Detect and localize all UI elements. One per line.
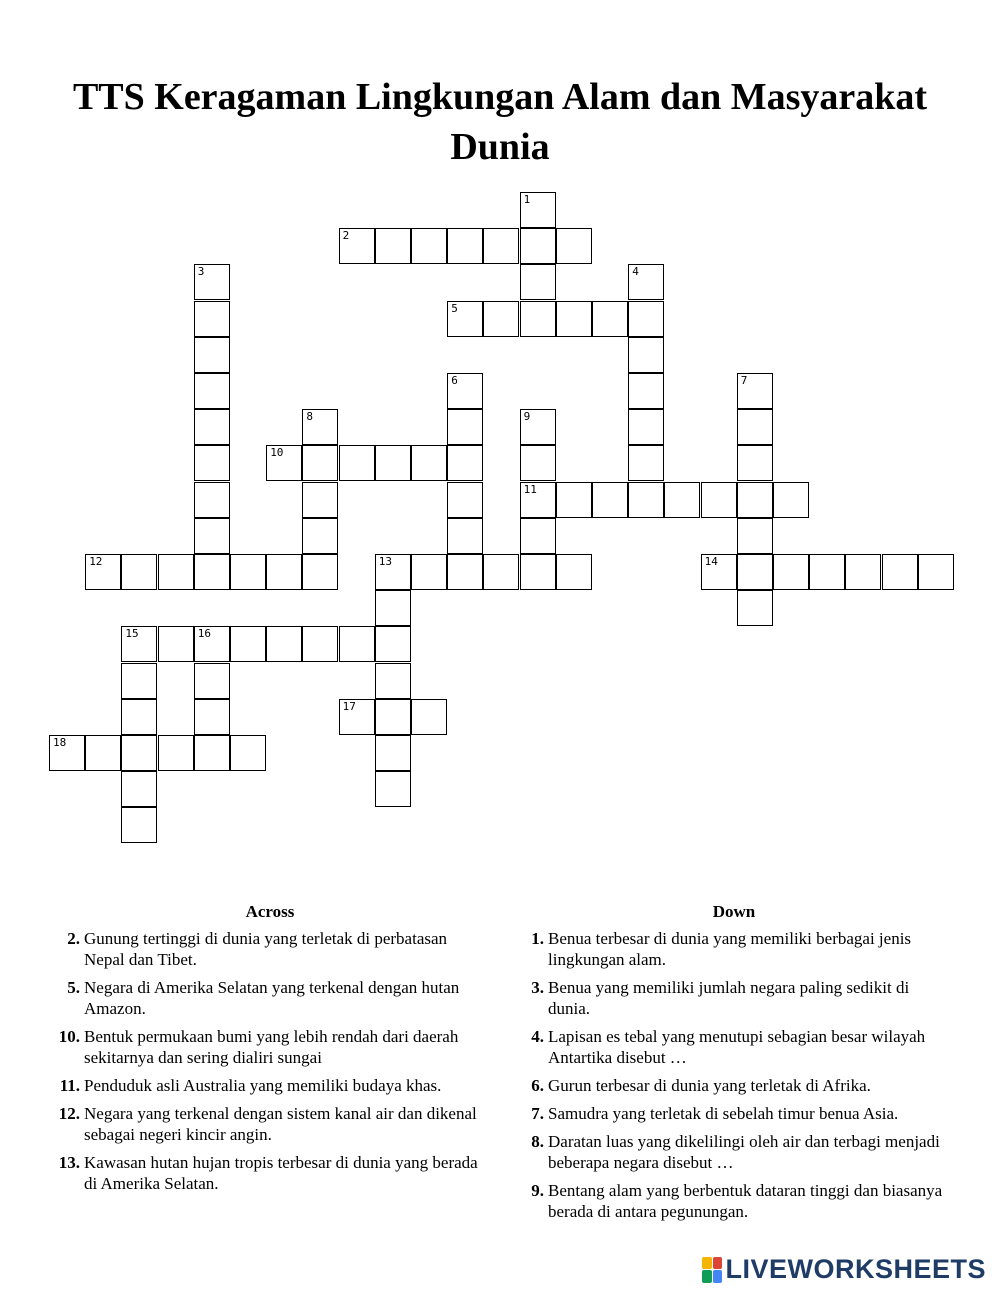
letter-input[interactable] (450, 491, 480, 515)
letter-input[interactable] (197, 527, 227, 551)
crossword-cell[interactable] (592, 482, 628, 518)
crossword-cell[interactable] (375, 663, 411, 699)
clue-number-label: 2 (342, 229, 350, 243)
crossword-cell[interactable] (121, 771, 157, 807)
letter-input[interactable] (305, 563, 335, 587)
letter-input[interactable] (197, 273, 227, 297)
crossword-cell[interactable] (773, 482, 809, 518)
crossword-cell[interactable] (375, 445, 411, 481)
clue-text: Benua terbesar di dunia yang memiliki berbagai jenis lingkungan alam. (548, 929, 912, 969)
letter-input[interactable] (631, 418, 661, 442)
clue-text: Lapisan es tebal yang menutupi sebagian besar wilayah Antartika disebut … (548, 1027, 926, 1067)
crossword-cell[interactable] (882, 554, 918, 590)
letter-input[interactable] (559, 491, 589, 515)
letter-input[interactable] (631, 454, 661, 478)
letter-input[interactable] (197, 491, 227, 515)
crossword-cell[interactable] (628, 445, 664, 481)
letter-input[interactable] (233, 635, 263, 659)
clue-number: 10. (58, 1027, 80, 1046)
clue-number: 9. (531, 1181, 544, 1200)
letter-input[interactable] (305, 454, 335, 478)
letter-input[interactable] (342, 708, 372, 732)
letter-input[interactable] (523, 527, 553, 551)
letter-input[interactable] (559, 563, 589, 587)
crossword-cell[interactable] (121, 626, 157, 662)
crossword-cell[interactable] (701, 554, 737, 590)
clue-number-label: 14 (704, 555, 718, 568)
down-clues (514, 902, 954, 1229)
letter-input[interactable] (197, 382, 227, 406)
letter-input[interactable] (595, 310, 625, 334)
crossword-cell[interactable] (447, 409, 483, 445)
letter-input[interactable] (414, 708, 444, 732)
logo-block (702, 1257, 712, 1270)
letter-input[interactable] (197, 418, 227, 442)
clue-number-label: 17 (342, 699, 356, 713)
crossword-cell[interactable] (302, 445, 338, 481)
letter-input[interactable] (124, 563, 154, 587)
letter-input[interactable] (124, 780, 154, 804)
letter-input[interactable] (342, 635, 372, 659)
clue-number-label: 3 (197, 265, 205, 279)
crossword-cell[interactable] (302, 482, 338, 518)
letter-input[interactable] (631, 346, 661, 370)
crossword-cell[interactable] (230, 626, 266, 662)
letter-input[interactable] (378, 454, 408, 478)
clue-number-label: 18 (53, 736, 67, 749)
crossword-cell[interactable] (194, 482, 230, 518)
letter-input[interactable] (740, 563, 770, 587)
crossword-cell[interactable] (447, 554, 483, 590)
crossword-cell[interactable] (121, 663, 157, 699)
crossword-cell[interactable] (230, 554, 266, 590)
crossword-cell[interactable] (194, 626, 230, 662)
letter-input[interactable] (740, 382, 770, 406)
clue-number-label: 5 (451, 301, 458, 315)
crossword-cell[interactable] (773, 554, 809, 590)
crossword-cell[interactable] (375, 699, 411, 735)
clue-down-7 (514, 1103, 954, 1124)
letter-input[interactable] (305, 418, 335, 442)
crossword-cell[interactable] (483, 554, 519, 590)
letter-input[interactable] (631, 491, 661, 515)
clue-number: 5. (67, 978, 80, 997)
letter-input[interactable] (378, 672, 408, 696)
crossword-cell[interactable] (194, 554, 230, 590)
clue-number: 8. (531, 1132, 544, 1151)
clue-text: Gurun terbesar di dunia yang terletak di Afrika. (548, 1076, 871, 1095)
letter-input[interactable] (305, 527, 335, 551)
letter-input[interactable] (161, 563, 191, 587)
letter-input[interactable] (342, 237, 372, 261)
crossword-cell[interactable] (520, 554, 556, 590)
crossword-cell[interactable] (556, 301, 592, 337)
crossword-cell[interactable] (447, 445, 483, 481)
letter-input[interactable] (197, 346, 227, 370)
crossword-cell[interactable] (302, 626, 338, 662)
letter-input[interactable] (523, 273, 553, 297)
clue-text: Bentang alam yang berbentuk dataran tinggi dan biasanya berada di antara pegunungan. (548, 1181, 943, 1221)
clue-number: 7. (531, 1104, 544, 1123)
crossword-cell[interactable] (194, 337, 230, 373)
letter-input[interactable] (450, 527, 480, 551)
letter-input[interactable] (740, 454, 770, 478)
crossword-cell[interactable] (375, 626, 411, 662)
crossword-cell[interactable] (375, 735, 411, 771)
crossword-cell[interactable] (447, 373, 483, 409)
liveworksheets-logo (702, 1254, 986, 1285)
crossword-cell[interactable] (737, 518, 773, 554)
clue-number: 4. (531, 1027, 544, 1046)
crossword-cell[interactable] (483, 301, 519, 337)
crossword-cell[interactable] (194, 409, 230, 445)
crossword-cell[interactable] (737, 373, 773, 409)
crossword-cell[interactable] (918, 554, 954, 590)
letter-input[interactable] (161, 635, 191, 659)
clue-number: 2. (67, 929, 80, 948)
letter-input[interactable] (450, 237, 480, 261)
letter-input[interactable] (378, 237, 408, 261)
letter-input[interactable] (523, 418, 553, 442)
letter-input[interactable] (161, 744, 191, 768)
clue-number-label: 1 (523, 193, 531, 206)
letter-input[interactable] (414, 563, 444, 587)
clue-text: Negara yang terkenal dengan sistem kanal air dan dikenal sebagai negeri kincir angin. (84, 1104, 477, 1144)
letter-input[interactable] (486, 563, 516, 587)
crossword-cell[interactable] (520, 518, 556, 554)
clue-number-label: 6 (451, 374, 458, 387)
letter-input[interactable] (523, 201, 553, 225)
clue-number: 1. (531, 929, 544, 948)
letter-input[interactable] (269, 454, 299, 478)
crossword-cell[interactable] (121, 807, 157, 843)
logo-block (713, 1257, 723, 1270)
letter-input[interactable] (740, 491, 770, 515)
crossword-cell[interactable] (845, 554, 881, 590)
clue-number: 3. (531, 978, 544, 997)
crossword-cell[interactable] (411, 445, 447, 481)
letter-input[interactable] (885, 563, 915, 587)
crossword-cell[interactable] (447, 518, 483, 554)
crossword-cell[interactable] (85, 554, 121, 590)
crossword-cell[interactable] (266, 626, 302, 662)
crossword-cell[interactable] (194, 264, 230, 300)
crossword-cell[interactable] (411, 228, 447, 264)
crossword-cell[interactable] (302, 409, 338, 445)
letter-input[interactable] (124, 816, 154, 840)
crossword-cell[interactable] (375, 771, 411, 807)
letter-input[interactable] (523, 237, 553, 261)
clue-text: Kawasan hutan hujan tropis terbesar di dunia yang berada di Amerika Selatan. (84, 1153, 478, 1193)
crossword-cell[interactable] (194, 445, 230, 481)
logo-block (702, 1270, 712, 1283)
letter-input[interactable] (197, 744, 227, 768)
crossword-cell[interactable] (411, 554, 447, 590)
crossword-cell[interactable] (447, 301, 483, 337)
letter-input[interactable] (667, 491, 697, 515)
crossword-cell[interactable] (158, 554, 194, 590)
crossword-cell[interactable] (375, 554, 411, 590)
crossword-cell[interactable] (230, 735, 266, 771)
crossword-cell[interactable] (737, 590, 773, 626)
letter-input[interactable] (631, 310, 661, 334)
letter-input[interactable] (559, 310, 589, 334)
clue-text: Bentuk permukaan bumi yang lebih rendah dari daerah sekitarnya dan sering dialiri sungai (84, 1027, 459, 1067)
liveworksheets-icon (702, 1257, 722, 1283)
crossword-cell[interactable] (266, 554, 302, 590)
letter-input[interactable] (704, 563, 734, 587)
clue-text: Daratan luas yang dikelilingi oleh air dan terbagi menjadi beberapa negara disebut … (548, 1132, 940, 1172)
clue-across-13 (50, 1152, 490, 1194)
crossword-cell[interactable] (483, 228, 519, 264)
crossword-cell[interactable] (339, 626, 375, 662)
letter-input[interactable] (486, 310, 516, 334)
crossword-cell[interactable] (194, 518, 230, 554)
letter-input[interactable] (124, 744, 154, 768)
crossword-cell[interactable] (121, 735, 157, 771)
letter-input[interactable] (305, 635, 335, 659)
letter-input[interactable] (378, 780, 408, 804)
letter-input[interactable] (88, 744, 118, 768)
brand-text: LIVEWORKSHEETS (725, 1254, 986, 1284)
letter-input[interactable] (378, 599, 408, 623)
letter-input[interactable] (197, 708, 227, 732)
letter-input[interactable] (378, 744, 408, 768)
across-heading: Across (245, 902, 295, 921)
crossword-cell[interactable] (520, 264, 556, 300)
clue-number-label: 10 (270, 446, 284, 460)
letter-input[interactable] (704, 491, 734, 515)
crossword-cell[interactable] (375, 590, 411, 626)
letter-input[interactable] (378, 635, 408, 659)
page-title: TTS Keragaman Lingkungan Alam dan Masyarakat Dunia (72, 76, 928, 168)
letter-input[interactable] (740, 418, 770, 442)
clue-text: Benua yang memiliki jumlah negara paling sedikit di dunia. (548, 978, 910, 1018)
clue-down-3 (514, 977, 954, 1019)
letter-input[interactable] (450, 563, 480, 587)
crossword-cell[interactable] (592, 301, 628, 337)
letter-input[interactable] (595, 491, 625, 515)
clue-number-label: 9 (523, 410, 531, 424)
clue-number: 6. (531, 1076, 544, 1095)
letter-input[interactable] (740, 599, 770, 623)
letter-input[interactable] (233, 563, 263, 587)
letter-input[interactable] (450, 418, 480, 442)
crossword-cell[interactable] (520, 409, 556, 445)
clue-down-6 (514, 1075, 954, 1096)
crossword-cell[interactable] (520, 301, 556, 337)
crossword-cell[interactable] (737, 554, 773, 590)
crossword-cell[interactable] (520, 228, 556, 264)
crossword-cell[interactable] (158, 626, 194, 662)
crossword-cell[interactable] (194, 663, 230, 699)
clue-across-11 (50, 1075, 490, 1096)
clue-number-label: 4 (632, 265, 639, 279)
crossword-cell[interactable] (158, 735, 194, 771)
letter-input[interactable] (559, 237, 589, 261)
crossword-cell[interactable] (628, 337, 664, 373)
clue-number: 13. (58, 1153, 80, 1172)
crossword-cell[interactable] (737, 482, 773, 518)
letter-input[interactable] (342, 454, 372, 478)
crossword-cell[interactable] (628, 301, 664, 337)
clue-number-label: 7 (740, 374, 748, 387)
letter-input[interactable] (378, 563, 408, 587)
clue-text: Gunung tertinggi di dunia yang terletak di perbatasan Nepal dan Tibet. (84, 929, 448, 969)
crossword-cell[interactable] (85, 735, 121, 771)
crossword-cell[interactable] (447, 482, 483, 518)
crossword-cell[interactable] (520, 192, 556, 228)
letter-input[interactable] (124, 672, 154, 696)
crossword-cell[interactable] (339, 699, 375, 735)
crossword-cell[interactable] (447, 228, 483, 264)
letter-input[interactable] (233, 744, 263, 768)
crossword-cell[interactable] (121, 699, 157, 735)
clue-across-12 (50, 1103, 490, 1145)
clue-number-label: 8 (306, 410, 314, 424)
clue-number: 12. (58, 1104, 80, 1123)
across-clues (50, 902, 490, 1201)
clue-text: Penduduk asli Australia yang memiliki budaya khas. (84, 1076, 442, 1095)
letter-input[interactable] (523, 491, 553, 515)
crossword-cell[interactable] (302, 554, 338, 590)
letter-input[interactable] (88, 563, 118, 587)
letter-input[interactable] (631, 273, 661, 297)
clue-down-8 (514, 1131, 954, 1173)
crossword-cell[interactable] (556, 554, 592, 590)
clue-across-2 (50, 928, 490, 970)
crossword-cell[interactable] (339, 445, 375, 481)
crossword-cell[interactable] (628, 264, 664, 300)
logo-block (713, 1270, 723, 1283)
crossword-cell[interactable] (737, 445, 773, 481)
clue-number-label: 13 (378, 555, 393, 568)
clue-number-label: 15 (125, 627, 139, 641)
crossword-cell[interactable] (520, 445, 556, 481)
letter-input[interactable] (776, 563, 806, 587)
letter-input[interactable] (124, 708, 154, 732)
clue-across-10 (50, 1026, 490, 1068)
crossword-cell[interactable] (701, 482, 737, 518)
crossword-cell[interactable] (556, 228, 592, 264)
crossword-cell[interactable] (266, 445, 302, 481)
letter-input[interactable] (197, 635, 227, 659)
crossword-cell[interactable] (49, 735, 85, 771)
letter-input[interactable] (523, 310, 553, 334)
letter-input[interactable] (812, 563, 842, 587)
letter-input[interactable] (197, 454, 227, 478)
clue-text: Negara di Amerika Selatan yang terkenal dengan hutan Amazon. (84, 978, 460, 1018)
letter-input[interactable] (269, 563, 299, 587)
crossword-cell[interactable] (737, 409, 773, 445)
clue-number: 11. (59, 1076, 80, 1095)
letter-input[interactable] (740, 527, 770, 551)
crossword-cell[interactable] (194, 373, 230, 409)
letter-input[interactable] (414, 454, 444, 478)
crossword-cell[interactable] (664, 482, 700, 518)
clue-down-4 (514, 1026, 954, 1068)
crossword-cell[interactable] (628, 373, 664, 409)
crossword-cell[interactable] (520, 482, 556, 518)
crossword-cell[interactable] (302, 518, 338, 554)
letter-input[interactable] (523, 563, 553, 587)
letter-input[interactable] (52, 744, 82, 768)
letter-input[interactable] (450, 382, 480, 406)
crossword-cell[interactable] (628, 409, 664, 445)
letter-input[interactable] (197, 672, 227, 696)
letter-input[interactable] (269, 635, 299, 659)
letter-input[interactable] (921, 563, 951, 587)
letter-input[interactable] (486, 237, 516, 261)
clue-number-label: 12 (89, 555, 103, 568)
clue-down-1 (514, 928, 954, 970)
clue-across-5 (50, 977, 490, 1019)
down-heading: Down (712, 902, 756, 921)
crossword-cell[interactable] (809, 554, 845, 590)
clue-down-9 (514, 1180, 954, 1222)
letter-input[interactable] (776, 491, 806, 515)
letter-input[interactable] (197, 310, 227, 334)
letter-input[interactable] (378, 708, 408, 732)
crossword-cell[interactable] (375, 228, 411, 264)
letter-input[interactable] (305, 491, 335, 515)
clue-number-label: 16 (197, 627, 212, 641)
crossword-cell[interactable] (628, 482, 664, 518)
crossword-cell[interactable] (556, 482, 592, 518)
crossword-cell[interactable] (121, 554, 157, 590)
crossword-cell[interactable] (194, 699, 230, 735)
clue-number-label: 11 (523, 482, 537, 496)
crossword-cell[interactable] (194, 301, 230, 337)
clue-text: Samudra yang terletak di sebelah timur benua Asia. (548, 1104, 899, 1123)
letter-input[interactable] (631, 382, 661, 406)
letter-input[interactable] (124, 635, 154, 659)
letter-input[interactable] (450, 310, 480, 334)
crossword-cell[interactable] (194, 735, 230, 771)
letter-input[interactable] (848, 563, 878, 587)
letter-input[interactable] (414, 237, 444, 261)
crossword-cell[interactable] (339, 228, 375, 264)
letter-input[interactable] (523, 454, 553, 478)
crossword-cell[interactable] (411, 699, 447, 735)
letter-input[interactable] (197, 563, 227, 587)
letter-input[interactable] (450, 454, 480, 478)
